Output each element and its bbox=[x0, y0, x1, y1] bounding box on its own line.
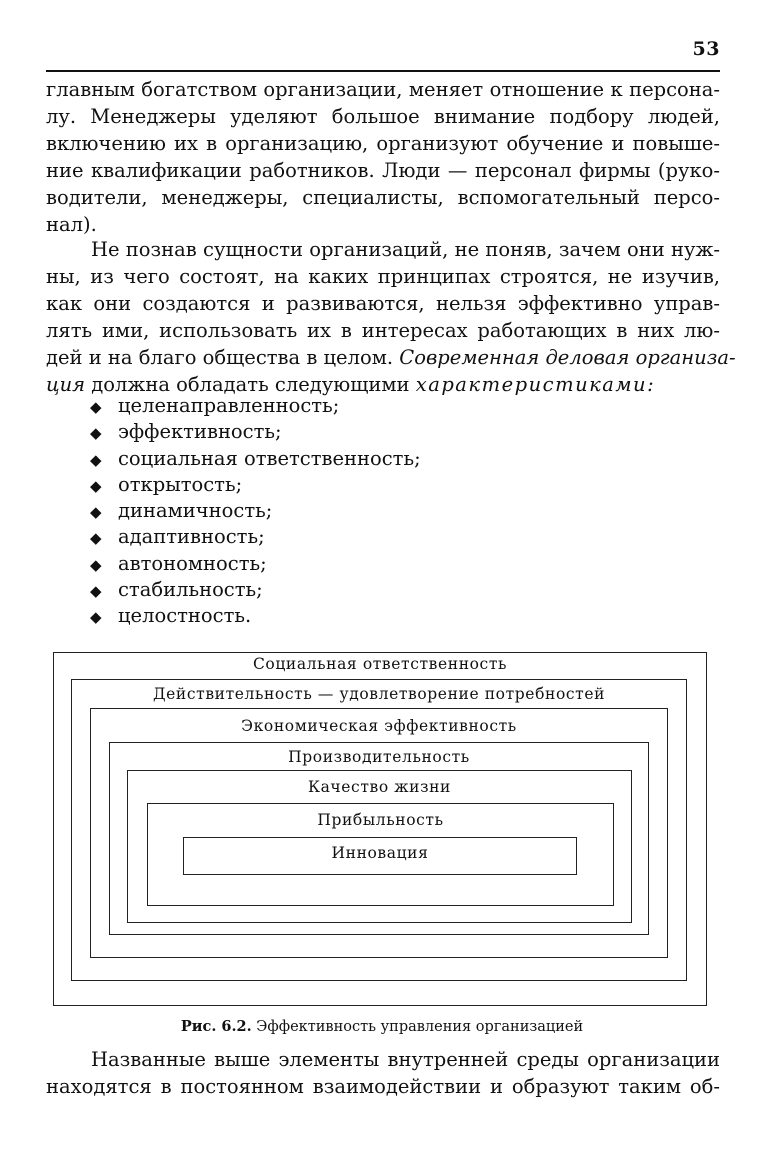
box-level-7 bbox=[183, 837, 577, 875]
list-item: ◆ открытость; bbox=[90, 472, 421, 498]
text-line: лять ими, использовать их в интересах работающих в них лю- bbox=[46, 319, 720, 342]
text-plain: дей и на благо общества в целом. bbox=[46, 346, 394, 369]
characteristics-list bbox=[90, 393, 421, 630]
text-line: водители, менеджеры, специалисты, вспомогательный персо- bbox=[46, 186, 720, 209]
diamond-bullet-icon: ◆ bbox=[90, 476, 102, 495]
list-item: ◆ целостность. bbox=[90, 603, 421, 629]
text-line: находятся в постоянном взаимодействии и образуют таким об- bbox=[46, 1075, 720, 1098]
diamond-bullet-icon: ◆ bbox=[90, 608, 102, 627]
diamond-bullet-icon: ◆ bbox=[90, 529, 102, 548]
box-label: Инновация bbox=[331, 844, 429, 862]
box-label: Качество жизни bbox=[307, 778, 451, 796]
text-line: ны, из чего состоят, на каких принципах строятся, не изучив, bbox=[46, 265, 720, 288]
list-item: ◆ автономность; bbox=[90, 551, 421, 577]
paragraph-1 bbox=[46, 76, 720, 238]
text-italic: Современная деловая организа- bbox=[399, 346, 736, 369]
text-line: Названные выше элементы внутренней среды организации bbox=[91, 1048, 720, 1071]
figure-caption bbox=[0, 1018, 764, 1035]
caption-label: Рис. 6.2. bbox=[180, 1018, 252, 1035]
text-line: включению их в организацию, организуют обучение и повыше- bbox=[46, 132, 720, 155]
list-item: ◆ целенаправленность; bbox=[90, 393, 421, 419]
text-line: главным богатством организации, меняет отношение к персона- bbox=[46, 78, 720, 101]
list-item: ◆ адаптивность; bbox=[90, 524, 421, 550]
diamond-bullet-icon: ◆ bbox=[90, 450, 102, 469]
box-label: Экономическая эффективность bbox=[241, 717, 517, 735]
box-label: Прибыльность bbox=[317, 811, 444, 829]
list-item: ◆ эффективность; bbox=[90, 419, 421, 445]
text-line bbox=[46, 344, 736, 371]
text-line: как они создаются и развиваются, нельзя эффективно управ- bbox=[46, 292, 720, 315]
page-number: 53 bbox=[692, 38, 720, 60]
text-italic-spaced: характеристиками: bbox=[415, 373, 656, 396]
list-item: ◆ социальная ответственность; bbox=[90, 446, 421, 472]
list-item: ◆ динамичность; bbox=[90, 498, 421, 524]
diamond-bullet-icon: ◆ bbox=[90, 424, 102, 443]
text-line: ние квалификации работников. Люди — персонал фирмы (руко- bbox=[46, 159, 720, 182]
header-rule bbox=[46, 70, 720, 72]
diamond-bullet-icon: ◆ bbox=[90, 398, 102, 416]
text-line: нал). bbox=[46, 213, 97, 236]
text-italic: ция bbox=[46, 373, 86, 396]
box-label: Социальная ответственность bbox=[252, 655, 508, 673]
box-label: Производительность bbox=[288, 748, 470, 766]
paragraph-3 bbox=[46, 1046, 720, 1100]
box-label: Действительность — удовлетворение потребностей bbox=[152, 685, 606, 703]
nested-boxes-figure bbox=[53, 652, 707, 1006]
diamond-bullet-icon: ◆ bbox=[90, 582, 102, 601]
text-plain: должна обладать следующими bbox=[91, 373, 410, 396]
text-line: Не познав сущности организаций, не поняв, зачем они нуж- bbox=[91, 238, 720, 261]
diamond-bullet-icon: ◆ bbox=[90, 503, 102, 522]
paragraph-2 bbox=[46, 236, 736, 398]
list-item: ◆ стабильность; bbox=[90, 577, 421, 603]
text-line: лу. Менеджеры уделяют большое внимание подбору людей, bbox=[46, 105, 720, 128]
caption-text: Эффективность управления организацией bbox=[256, 1019, 584, 1035]
diamond-bullet-icon: ◆ bbox=[90, 555, 102, 574]
